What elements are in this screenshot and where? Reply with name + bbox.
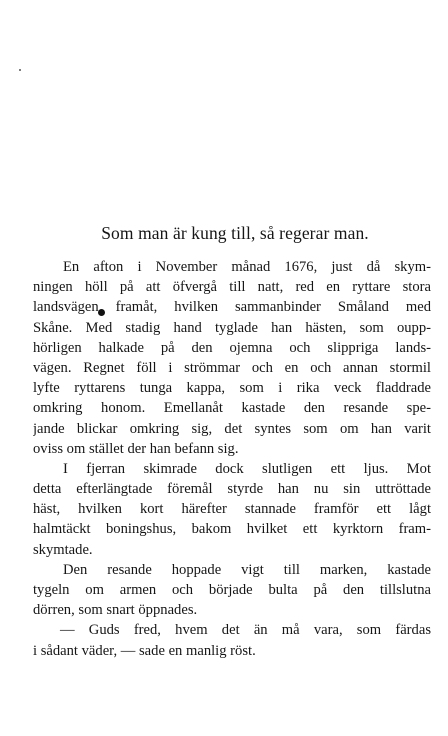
text-line: oviss om stället der han befann sig.	[33, 440, 239, 457]
text-line: hörligen halkade på den ojemna och slippriga lands-	[33, 339, 431, 356]
text-line: Den resande hoppade vigt till marken, kastade	[63, 561, 431, 578]
paper-speck	[19, 69, 21, 71]
text-line: ningen höll på att öfvergå till natt, red en ryttare stora	[33, 279, 431, 296]
text-line: landsvägen framåt, hvilken sammanbinder Småland med	[33, 299, 431, 316]
chapter-title: Som man är kung till, så regerar man.	[101, 223, 369, 243]
text-line: häst, hvilken kort härefter stannade framför ett lågt	[33, 501, 431, 518]
text-line: halmtäckt boningshus, bakom hvilket ett kyrktorn fram-	[33, 521, 431, 538]
text-line: vägen. Regnet föll i strömmar och en och annan stormil	[33, 359, 431, 376]
text-line: Skåne. Med stadig hand tyglade han hästen, som oupp-	[33, 319, 431, 336]
text-line: i sådant väder, — sade en manlig röst.	[33, 642, 256, 659]
text-line: dörren, som snart öppnades.	[33, 602, 198, 619]
text-line: jande blickar omkring sig, det syntes som om han varit	[33, 420, 431, 437]
text-line: omkring honom. Emellanåt kastade den resande spe-	[33, 400, 431, 417]
text-line: detta efterlängtade föremål styrde han nu sin uttröttade	[33, 481, 431, 498]
text-line: lyfte ryttarens tunga kappa, som i rika veck fladdrade	[33, 380, 431, 397]
body-text	[33, 257, 431, 661]
text-line: — Guds fred, hvem det än må vara, som färdas	[60, 622, 431, 639]
text-line: tygeln om armen och började bulta på den tillslutna	[33, 582, 431, 598]
text-line: I fjerran skimrade dock slutligen ett ljus. Mot	[63, 460, 431, 477]
text-line: skymtade.	[33, 541, 93, 558]
text-line: En afton i November månad 1676, just då skym-	[63, 259, 431, 275]
